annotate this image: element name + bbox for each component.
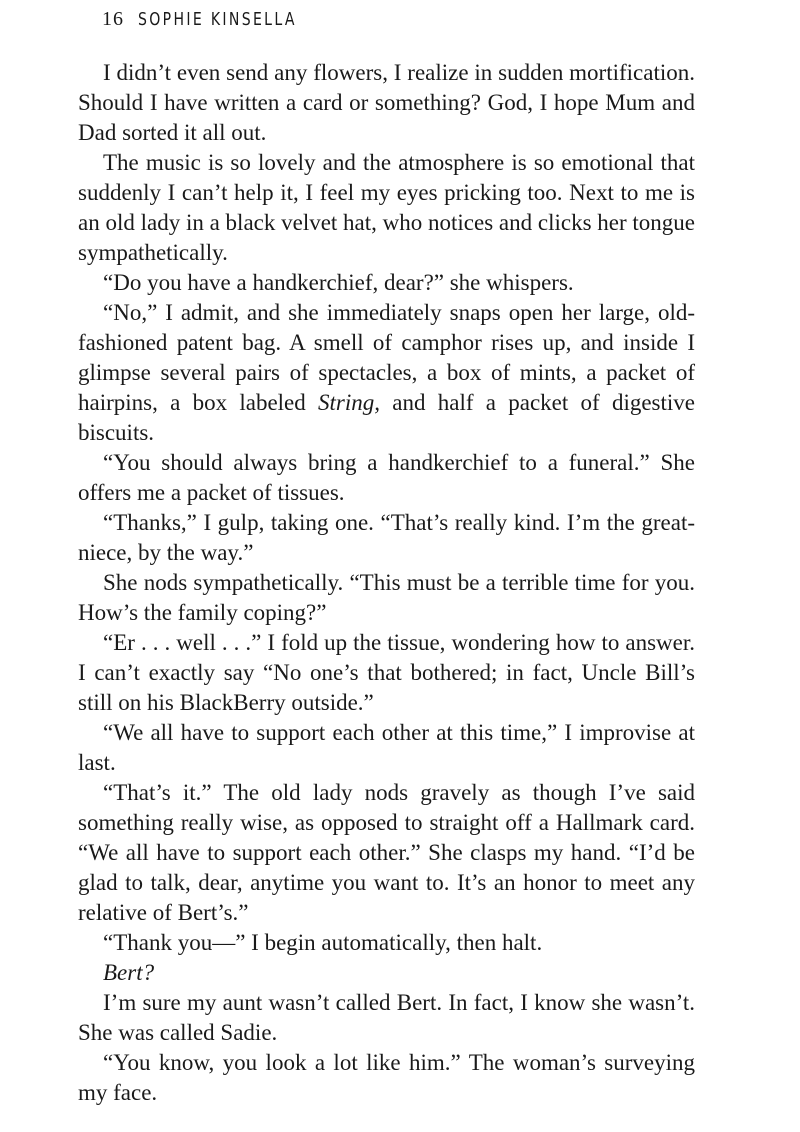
paragraph-text: and half a packet of digestive biscuits.: [78, 390, 695, 445]
body-text: [78, 58, 695, 1108]
paragraph: “You know, you look a lot like him.” The woman’s surveying my face.: [78, 1050, 695, 1105]
paragraph: I’m sure my aunt wasn’t called Bert. In fact, I know she wasn’t. She was called Sadie.: [78, 990, 695, 1045]
paragraph: “That’s it.” The old lady nods gravely as though I’ve said something really wise, as opposed to straight off a Hallmark card. “We all have to support each other.” She clasps my hand. “I’d be glad to talk, dear, anytime you want to. It’s an honor to meet any relative of Bert’s.”: [78, 780, 695, 925]
paragraph: “Do you have a handkerchief, dear?” she whispers.: [103, 270, 574, 295]
paragraph: “Er . . . well . . .” I fold up the tissue, wondering how to answer. I can’t exactly say “No one’s that bothered; in fact, Uncle Bill’s still on his BlackBerry outside.”: [78, 630, 695, 715]
paragraph: “We all have to support each other at this time,” I improvise at last.: [78, 720, 695, 775]
page-header: [102, 8, 342, 34]
paragraph: [78, 298, 695, 448]
italic-word: String,: [318, 390, 381, 415]
running-head-author: SOPHIE KINSELLA: [138, 9, 297, 30]
paragraph-text: “No,” I admit, and she immediately snaps open her large, old-fashioned patent bag. A smell of camphor rises up, and inside I glimpse several pairs of spectacles, a box of mints, a packet of hairpins, a box labeled: [78, 300, 695, 415]
page-number: 16: [102, 8, 124, 30]
paragraph-italic: Bert?: [103, 960, 155, 985]
paragraph: She nods sympathetically. “This must be a terrible time for you. How’s the family coping?”: [78, 570, 695, 625]
paragraph: I didn’t even send any flowers, I realize in sudden mortification. Should I have written a card or something? God, I hope Mum and Dad sorted it all out.: [78, 60, 695, 145]
paragraph: “Thank you—” I begin automatically, then halt.: [103, 930, 543, 955]
paragraph: The music is so lovely and the atmosphere is so emotional that suddenly I can’t help it, I feel my eyes pricking too. Next to me is an old lady in a black velvet hat, who notices and clicks her tongue sympathetically.: [78, 150, 695, 265]
paragraph: “You should always bring a handkerchief to a funeral.” She offers me a packet of tissues.: [78, 450, 695, 505]
paragraph: “Thanks,” I gulp, taking one. “That’s really kind. I’m the great-niece, by the way.”: [78, 510, 695, 565]
